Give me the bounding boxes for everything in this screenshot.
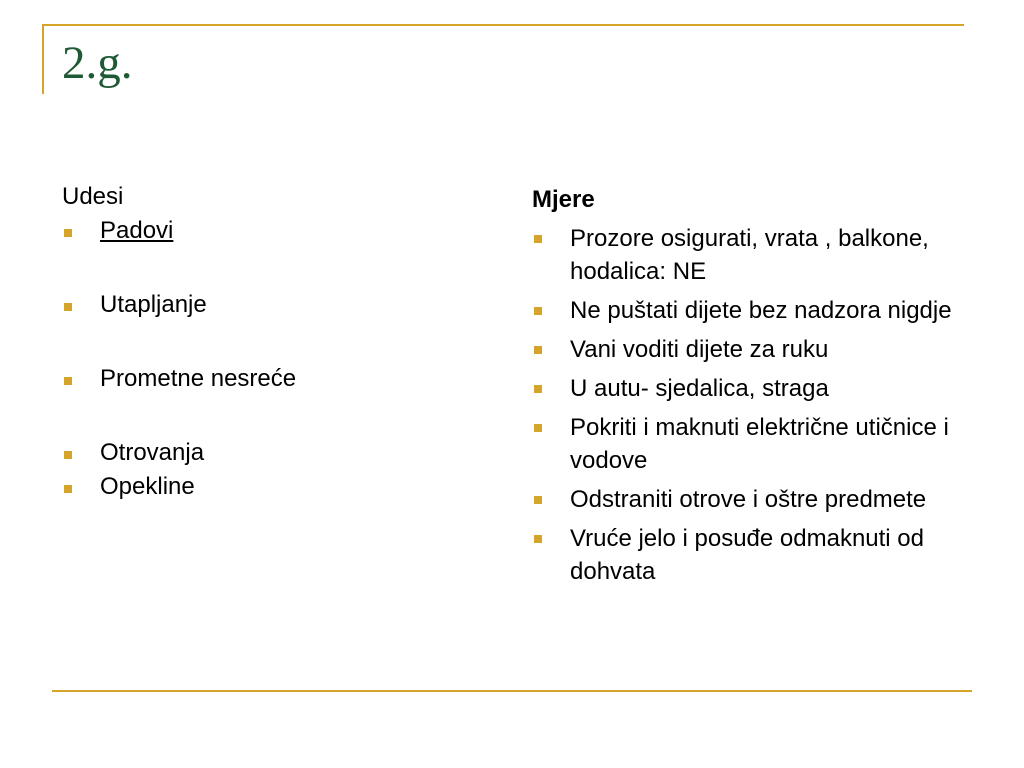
square-bullet-icon <box>64 377 72 385</box>
list-item-text: Vani voditi dijete za ruku <box>570 336 829 363</box>
list-item <box>532 483 952 516</box>
list-item-text: Pokriti i maknuti električne utičnice i vodove <box>570 414 949 474</box>
square-bullet-icon <box>534 535 542 543</box>
square-bullet-icon <box>534 424 542 432</box>
right-column <box>532 183 952 594</box>
frame-left-line <box>42 24 44 94</box>
slide-title: 2.g. <box>62 37 133 89</box>
list-item-text: Prozore osigurati, vrata , balkone, hodalica: NE <box>570 225 929 285</box>
square-bullet-icon <box>64 303 72 311</box>
square-bullet-icon <box>64 229 72 237</box>
square-bullet-icon <box>64 451 72 459</box>
list-item-text: Ne puštati dijete bez nadzora nigdje <box>570 297 952 324</box>
list-item-text: Utapljanje <box>100 291 207 318</box>
list-item-text: Opekline <box>100 473 195 500</box>
frame-top-line <box>42 24 964 26</box>
right-heading: Mjere <box>532 186 595 213</box>
list-item-text: Odstraniti otrove i oštre predmete <box>570 486 927 513</box>
square-bullet-icon <box>64 485 72 493</box>
left-heading: Udesi <box>62 183 124 210</box>
list-item <box>62 470 482 504</box>
list-item <box>62 214 482 248</box>
list-item-text: Otrovanja <box>100 439 205 466</box>
square-bullet-icon <box>534 496 542 504</box>
right-list <box>532 222 952 588</box>
list-item-text[interactable]: Padovi <box>100 217 174 244</box>
list-item-text: Prometne nesreće <box>100 365 297 392</box>
list-item <box>62 362 482 396</box>
list-item <box>532 522 952 588</box>
square-bullet-icon <box>534 307 542 315</box>
frame-bottom-line <box>52 690 972 692</box>
left-list <box>62 214 482 504</box>
list-item-text: Vruće jelo i posuđe odmaknuti od dohvata <box>570 525 924 585</box>
list-item <box>532 294 952 327</box>
square-bullet-icon <box>534 235 542 243</box>
list-item <box>532 333 952 366</box>
left-column <box>62 180 482 504</box>
list-item <box>532 411 952 477</box>
list-item-text: U autu- sjedalica, straga <box>570 375 829 402</box>
square-bullet-icon <box>534 385 542 393</box>
list-item <box>532 372 952 405</box>
list-item <box>62 288 482 322</box>
square-bullet-icon <box>534 346 542 354</box>
list-item <box>532 222 952 288</box>
list-item <box>62 436 482 470</box>
